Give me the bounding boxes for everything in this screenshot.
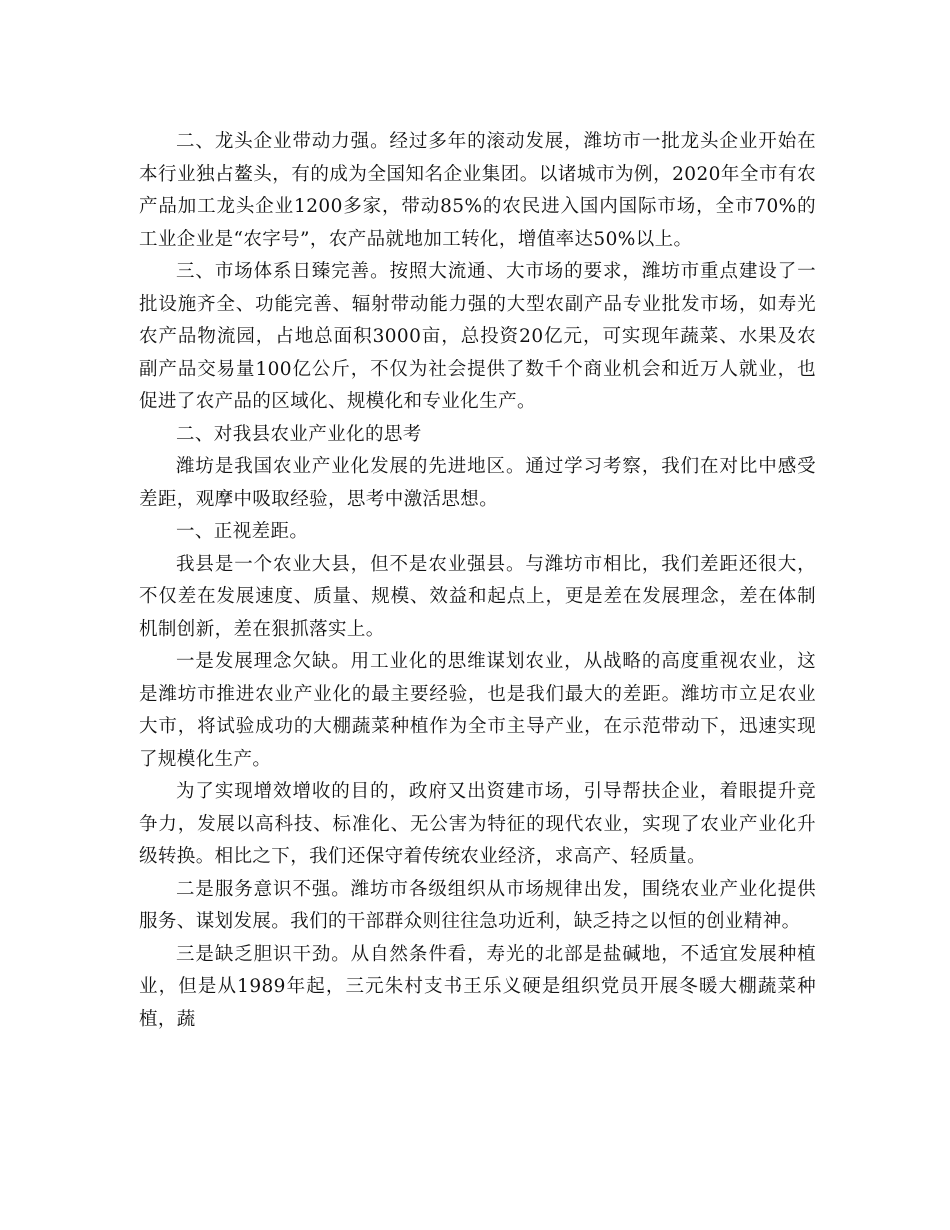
- paragraph-market-system: 三、市场体系日臻完善。按照大流通、大市场的要求，潍坊市重点建设了一批设施齐全、功能完善、辐射带动能力强的大型农副产品专业批发市场，如寿光农产品物流园，占地总面积3000亩，总投资20亿元，可实现年蔬菜、水果及农副产品交易量100亿公斤，不仅为社会提供了数千个商业机会和近万人就业，也促进了农产品的区域化、规模化和专业化生产。: [139, 261, 816, 412]
- section-heading-reflections: 二、对我县农业产业化的思考: [176, 423, 422, 445]
- paragraph-development-concept: 一是发展理念欠缺。用工业化的思维谋划农业，从战略的高度重视农业，这是潍坊市推进农业产业化的最主要经验，也是我们最大的差距。潍坊市立足农业大市，将试验成功的大棚蔬菜种植作为全市主导产业，在示范带动下，迅速实现了规模化生产。: [139, 651, 816, 770]
- paragraph-courage-drive: 三是缺乏胆识干劲。从自然条件看，寿光的北部是盐碱地，不适宜发展种植业，但是从1989年起，三元朱村支书王乐义硬是组织党员开展冬暖大棚蔬菜种植，蔬: [139, 943, 816, 1030]
- subheading-face-the-gap: 一、正视差距。: [176, 521, 309, 542]
- paragraph-service-awareness: 二是服务意识不强。潍坊市各级组织从市场规律出发，围绕农业产业化提供服务、谋划发展。我们的干部群众则往往急功近利，缺乏持之以恒的创业精神。: [139, 878, 816, 932]
- paragraph-county-gap: 我县是一个农业大县，但不是农业强县。与潍坊市相比，我们差距还很大，不仅差在发展速度、质量、规模、效益和起点上，更是差在发展理念，差在体制机制创新，差在狠抓落实上。: [139, 553, 816, 640]
- paragraph-weifang-intro: 潍坊是我国农业产业化发展的先进地区。通过学习考察，我们在对比中感受差距，观摩中吸取经验，思考中激活思想。: [139, 456, 816, 510]
- paragraph-efficiency-income: 为了实现增效增收的目的，政府又出资建市场，引导帮扶企业，着眼提升竞争力，发展以高科技、标准化、无公害为特征的现代农业，实现了农业产业化升级转换。相比之下，我们还保守着传统农业经济，求高产、轻质量。: [139, 781, 816, 867]
- document-body: [139, 126, 816, 1036]
- paragraph-leading-enterprises: 二、龙头企业带动力强。经过多年的滚动发展，潍坊市一批龙头企业开始在本行业独占鳌头，有的成为全国知名企业集团。以诸城市为例，2020年全市有农产品加工龙头企业1200多家，带动85%的农民进入国内国际市场，全市70%的工业企业是“农字号”，农产品就地加工转化，增值率达50%以上。: [139, 131, 816, 250]
